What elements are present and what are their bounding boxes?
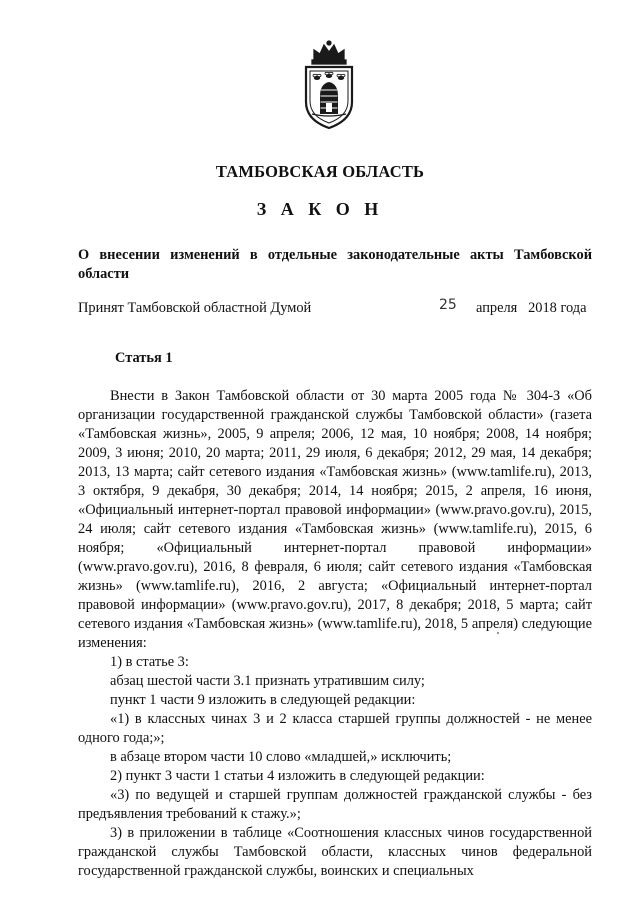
adoption-month-year: апреля 2018 года <box>476 300 587 316</box>
scan-speck <box>497 632 499 634</box>
document-type-title: З А К О Н <box>256 199 384 219</box>
adopted-by-text: Принят Тамбовской областной Думой <box>78 300 312 316</box>
region-title: ТАМБОВСКАЯ ОБЛАСТЬ <box>215 162 425 181</box>
article-paragraph: 3) в приложении в таблице «Соотношения классных чинов государственной гражданской службы Тамбовской области, классных чинов федеральной государственной гражданской службы, воинских и специальных <box>78 825 592 879</box>
article-body <box>78 387 592 881</box>
article-paragraph: Внести в Закон Тамбовской области от 30 марта 2005 года № 304-З «Об организации государственной гражданской службы Тамбовской области» (газета «Тамбовская жизнь», 2005, 9 апреля; 2006, 12 мая, 10 ноября; 2008, 14 ноября; 2009, 3 июня; 2010, 20 марта; 2011, 29 июля, 6 декабря; 2012, 29 мая, 14 декабря; 2013, 13 марта; сайт сетевого издания «Тамбовская жизнь» (www.tamlife.ru), 2013, 3 октября, 9 декабря, 30 декабря; 2014, 14 ноября; 2015, 2 апреля, 16 июня, «Официальный интернет-портал правовой информации» (www.pravo.gov.ru), 2015, 24 июля; сайт сетевого издания «Тамбовская жизнь» (www.tamlife.ru), 2015, 6 ноября; «Официальный интернет-портал правовой информации» (www.pravo.gov.ru), 2016, 8 февраля, 6 июля; сайт сетевого издания «Тамбовская жизнь» (www.tamlife.ru), 2016, 2 августа; «Официальный интернет-портал правовой информации» (www.pravo.gov.ru), 2017, 8 декабря; 2018, 5 марта; сайт сетевого издания «Тамбовская жизнь» (www.tamlife.ru), 2018, 5 апреля) следующие изменения: <box>78 388 592 651</box>
adoption-day-handwritten: 25 <box>439 297 457 313</box>
law-subject-heading: О внесении изменений в отдельные законодательные акты Тамбовской области <box>78 247 592 282</box>
article-paragraph: пункт 1 части 9 изложить в следующей редакции: <box>110 692 416 708</box>
article-paragraph: 2) пункт 3 части 1 статьи 4 изложить в следующей редакции: <box>110 768 485 784</box>
article-heading: Статья 1 <box>115 350 173 366</box>
coat-of-arms-icon <box>298 40 360 130</box>
article-paragraph: «1) в классных чинах 3 и 2 класса старшей группы должностей - не менее одного года;»; <box>78 711 592 746</box>
article-paragraph: абзац шестой части 3.1 признать утратившим силу; <box>110 673 425 689</box>
article-paragraph: «3) по ведущей и старшей группам должностей гражданской службы - без предъявления требований к стажу.»; <box>78 787 592 822</box>
article-paragraph: 1) в статье 3: <box>110 654 189 670</box>
article-paragraph: в абзаце втором части 10 слово «младшей,» исключить; <box>110 749 452 765</box>
